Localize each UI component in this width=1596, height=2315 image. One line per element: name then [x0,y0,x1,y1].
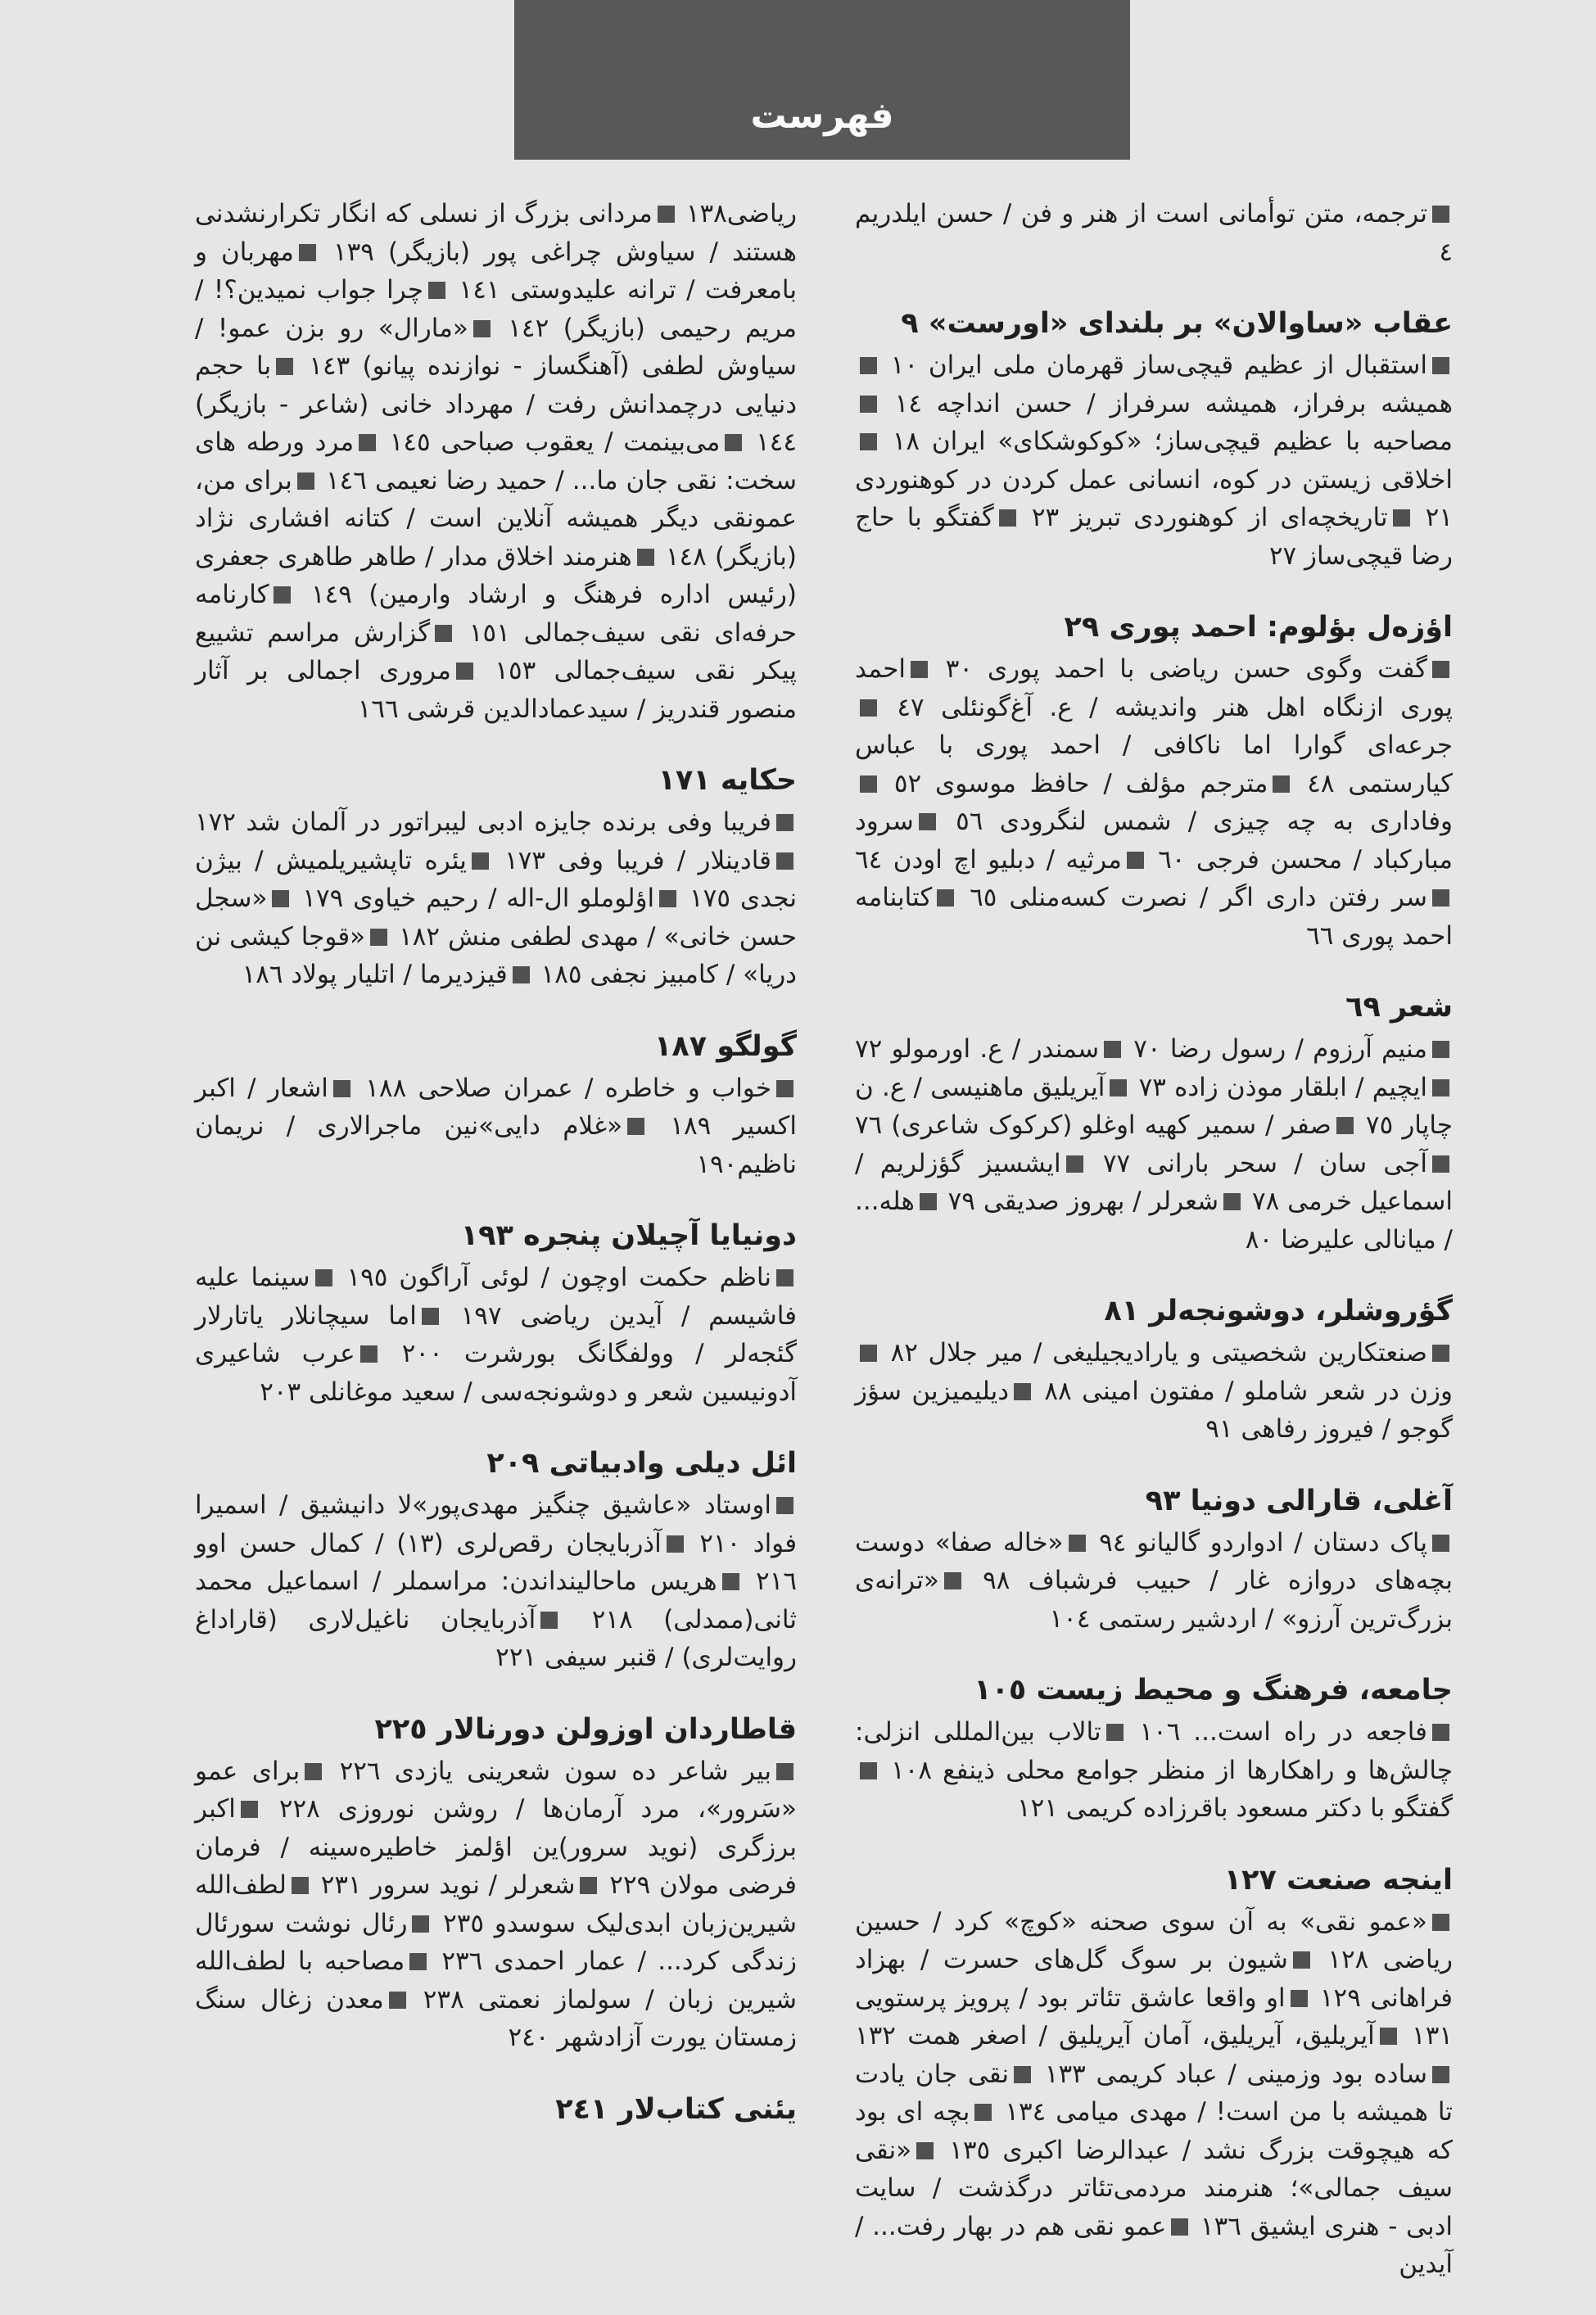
toc-entry: پاک دستان / ادواردو گالیانو ٩٤ [1099,1527,1427,1558]
bullet-square-icon [435,625,452,642]
toc-entry: او واقعا عاشق تئاتر بود / پرویز پرستویی ١٣١ [855,1983,1453,2050]
toc-entry: «مارال» رو بزن عمو! / سیاوش لطفی (آهنگساز - نوازنده پیانو) ١٤٣ [195,313,797,381]
toc-entry: قادینلار / فریبا وفی ١٧٣ [504,845,771,875]
toc-entry: سینما علیه فاشیسم / آیدین ریاضی ١٩٧ [195,1263,797,1331]
bullet-square-icon [722,1573,739,1590]
section-title: شعر ٦٩ [1345,991,1453,1024]
toc-entry: آذربایجان رقص‌لری (١٣) / کمال حسن اوو ٢١٦ [195,1528,797,1596]
section-title: قاطاردان اوزولن دورنالار ٢٢٥ [374,1712,797,1746]
toc-entry: رئال نوشت سورئال زندگی کرد... / عمار احمدی ٢٣٦ [195,1908,798,1976]
bullet-square-icon [776,1763,793,1780]
bullet-square-icon [422,1308,439,1325]
bullet-square-icon [333,1080,350,1097]
bullet-square-icon [1110,1079,1127,1096]
toc-entry: بیر شاعر ده سون شعرینی یازدی ٢٢٦ [339,1756,771,1786]
toc-entry: گفت وگوی حسن ریاضی با احمد پوری ٣٠ [945,654,1428,684]
toc-entry: مروری اجمالی بر آثار منصور قندریز / سیدعمادالدین قرشی ١٦٦ [195,656,797,724]
section-entries [195,1752,797,2057]
toc-entry: «ترانه‌ی بزرگ‌ترین آرزو» / اردشیر رستمی ١٠٤ [855,1566,1453,1634]
bullet-square-icon [1127,852,1144,869]
bullet-square-icon [974,2104,992,2121]
section-entries [855,1334,1453,1449]
bullet-square-icon [297,472,314,490]
bullet-square-icon [1066,1155,1083,1173]
header-bar [514,0,1130,160]
bullet-square-icon [1432,1535,1449,1552]
toc-entry: شعرلر / بهروز صدیقی ٧٩ [947,1187,1219,1216]
bullet-square-icon [920,1193,937,1210]
bullet-square-icon [916,2142,934,2159]
bullet-square-icon [540,1612,558,1629]
toc-entry: آیریلیق ماهنیسی / ع. ن چاپار ٧٥ [855,1072,1453,1140]
toc-entry: با حجم دنیایی درچمدانش رفت / مهرداد خانی (شاعر - بازیگر) ١٤٤ [195,351,798,457]
toc-entry: استقبال از عظیم قیچی‌ساز قهرمان ملی ایران ١٠ [890,350,1427,380]
bullet-square-icon [860,357,877,374]
toc-section [195,1708,797,2057]
section-title: اؤزه‌ل بؤلوم: احمد پوری ٢٩ [1064,611,1453,644]
bullet-square-icon [305,1763,322,1780]
bullet-square-icon [1432,2066,1449,2083]
toc-entry: مردانی بزرگ از نسلی که انگار تکرارنشدنی هستند / سیاوش چراغی پور (بازیگر) ١٣٩ [195,199,797,267]
bullet-square-icon [1014,2066,1031,2083]
toc-entry: «سجل حسن خانی» / مهدی لطفی منش ١٨٢ [195,884,797,952]
bullet-square-icon [919,813,936,830]
toc-section [855,302,1453,575]
toc-entry: اخلاقی زیستن در کوه، انسانی عمل کردن در کوهنوردی ٢١ [855,464,1453,532]
bullet-square-icon [1432,1724,1449,1741]
toc-column-right [855,195,1453,2315]
toc-section [855,1859,1453,2284]
toc-entry: کارنامه حرفه‌ای نقی سیف‌جمالی ١٥١ [195,580,798,648]
bullet-square-icon [513,966,530,983]
toc-entry: اوستاد «عاشیق چنگیز مهدی‌پور»لا دانیشیق / اسمیرا فواد ٢١٠ [195,1490,798,1558]
toc-entry: اؤلوملو ال-اله / رحیم خیاوی ١٧٩ [302,884,655,913]
toc-entry: ساده بود وزمینی / عباد کریمی ١٣٣ [1044,2059,1427,2089]
section-entries [195,1259,797,1411]
section-entries [855,1903,1453,2284]
toc-entry: برای عمو «سَرور»، مرد آرمان‌ها / روشن نوروزی ٢٢٨ [195,1756,797,1824]
section-entries [855,346,1453,575]
toc-entry: مصاحبه با لطف‌الله شیرین زبان / سولماز نعمتی ٢٣٨ [195,1946,797,2014]
bullet-square-icon [1432,357,1449,374]
toc-section [195,2088,797,2131]
toc-section [195,1214,797,1411]
bullet-square-icon [776,852,793,870]
bullet-square-icon [860,699,877,717]
bullet-square-icon [1432,1914,1449,1931]
toc-section [195,195,797,728]
toc-entry: ایچیم / ابلقار موذن زاده ٧٣ [1138,1072,1427,1102]
toc-section [855,1669,1453,1828]
section-title: اینجه صنعت ١٢٧ [1223,1863,1453,1897]
bullet-square-icon [776,1269,793,1286]
toc-entry: هله... / میانالی علیرضا ٨٠ [855,1187,1453,1255]
toc-entry: مرد ورطه های سخت: نقی جان ما... / حمید رضا نعیمی ١٤٦ [195,427,797,495]
bullet-square-icon [860,1762,877,1779]
toc-entry: سر رفتن داری اگر / نصرت کسه‌منلی ٦٥ [970,883,1428,912]
bullet-square-icon [1393,509,1410,527]
bullet-square-icon [776,1497,793,1514]
toc-entry: ایشسیز گؤزلریم / اسماعیل خرمی ٧٨ [855,1148,1453,1216]
toc-entry: «غلام دایی»نین ماجرالاری / نریمان ناظیم١٩٠ [195,1111,797,1179]
toc-section [195,1025,797,1184]
bullet-square-icon [1014,1383,1031,1400]
toc-entry: لطف‌الله شیرین‌زبان ابدی‌لیک سوسدو ٢٣٥ [195,1870,798,1938]
page-title: فهرست [750,95,894,137]
bullet-square-icon [1432,1345,1449,1362]
toc-entry: سرود مبارکباد / محسن فرجی ٦٠ [855,807,1454,875]
section-title: ائل دیلی وادبیاتی ٢٠٩ [486,1447,797,1480]
toc-entry: ناظم حکمت اوچون / لوئی آراگون ١٩٥ [346,1263,772,1292]
bullet-square-icon [472,852,489,870]
toc-entry: آیریلیق، آیریلیق، آمان آیریلیق / اصغر همت ١٣٢ [855,2021,1375,2050]
bullet-square-icon [1432,1079,1449,1096]
bullet-square-icon [627,1118,644,1135]
bullet-square-icon [911,661,928,678]
toc-entry: چرا جواب نمیدین؟! / مریم رحیمی (بازیگر) ١٤٢ [195,275,797,343]
toc-entry: بچه ای بود که هیچوقت بزرگ نشد / عبدالرضا اکبری ١٣٥ [855,2097,1453,2165]
section-entries [855,1713,1453,1828]
section-entries [855,650,1453,955]
bullet-square-icon [1432,889,1449,907]
toc-entry: آجی سان / سحر بارانی ٧٧ [1102,1148,1427,1178]
section-entries [195,1069,797,1184]
bullet-square-icon [241,1801,258,1818]
bullet-square-icon [944,1572,961,1589]
toc-entry: شعرلر / نوید سرور ٢٣١ [320,1870,576,1900]
toc-entry: عرب شاعیری آدونیسین شعر و دوشونجه‌سی / سعید موغانلی ٢٠٣ [195,1339,797,1407]
toc-section [855,195,1453,271]
toc-entry: عمو نقی هم در بهار رفت... / آیدین [855,2211,1453,2279]
bullet-square-icon [315,1269,332,1286]
bullet-square-icon [292,1877,309,1894]
bullet-square-icon [860,1345,877,1362]
bullet-square-icon [359,434,376,451]
bullet-square-icon [1432,206,1449,223]
toc-column-left [195,195,797,2162]
bullet-square-icon [1293,1951,1310,1969]
toc-entry: قیزدیرما / اتلیار پولاد ١٨٦ [242,960,508,989]
toc-entry: مترجم مؤلف / حافظ موسوی ٥٢ [893,768,1268,798]
toc-entry: ترجمه، متن توأمانی است از هنر و فن / حسن ایلدریم ٤ [855,199,1453,267]
bullet-square-icon [1380,2028,1397,2045]
toc-section [855,606,1453,955]
toc-section [855,1290,1453,1449]
toc-entry: تاریخچه‌ای از کوهنوردی تبریز ٢٣ [1031,503,1388,532]
toc-section [855,1480,1453,1639]
toc-section [855,986,1453,1259]
bullet-square-icon [1291,1990,1308,2007]
bullet-square-icon [1273,775,1290,793]
toc-entry: تالاب بین‌المللی انزلی: چالش‌ها و راهکارها از منظر جوامع محلی ذینفع ١٠٨ [855,1717,1453,1785]
toc-entry: اما سیچانلار یاتارلار گئجه‌لر / وولفگانگ بورشرت ٢٠٠ [195,1300,797,1368]
toc-entry: همیشه برفراز، همیشه سرفراز / حسن انداچه ١٤ [894,388,1454,418]
section-entries [855,1524,1453,1639]
bullet-square-icon [776,814,793,831]
bullet-square-icon [299,244,316,261]
section-title: گولگو ١٨٧ [653,1029,797,1063]
bullet-square-icon [860,433,877,450]
toc-entry: اشعار / اکبر اکسیر ١٨٩ [195,1073,797,1141]
toc-entry: اکبر برزگری (نوید سرور)ین اؤلمز خاطیره‌سینه / فرمان فرضی مولان ٢٢٩ [195,1794,798,1900]
bullet-square-icon [428,282,445,299]
toc-entry: فریبا وفی برنده جایزه ادبی لیبراتور در آلمان شد ١٧٢ [195,807,771,837]
toc-entry: می‌بینمت / یعقوب صباحی ١٤٥ [389,427,721,457]
section-title: آغلی، قارالی دونیا ٩٣ [1145,1484,1453,1517]
toc-section [195,1442,797,1677]
bullet-square-icon [667,1535,684,1553]
bullet-square-icon [637,549,654,566]
bullet-square-icon [1432,1155,1449,1173]
bullet-square-icon [272,890,289,907]
section-entries [195,803,797,994]
toc-entry: شیون بر سوگ گل‌های حسرت / بهزاد فراهانی ١٢٩ [855,1945,1453,2013]
toc-entry: «نقی سیف جمالی»؛ هنرمند مردمی‌تئاتر درگذشت / سایت ادبی - هنری ایشیق ١٣٦ [855,2135,1453,2241]
section-title: دونیایا آچیلان پنجره ١٩٣ [460,1219,797,1252]
toc-entry: هریس ماحالینداندن: مراسملر / اسماعیل محمد ثانی(ممدلی) ٢١٨ [195,1567,798,1635]
toc-entry: احمد پوری ازنگاه اهل هنر واندیشه / ع. آغ‌گونئلی ٤٧ [855,654,1454,722]
bullet-square-icon [1171,2218,1188,2236]
bullet-square-icon [412,1915,429,1933]
toc-entry: وفاداری به چه چیزی / شمس لنگرودی ٥٦ [956,807,1453,836]
section-entries [855,195,1453,271]
bullet-square-icon [389,1992,406,2009]
section-title: گؤروشلر، دوشونجه‌لر ٨١ [1104,1295,1453,1327]
toc-section [195,759,797,994]
toc-entry: «قوجا کیشی نن دریا» / کامبیز نجفی ١٨٥ [195,921,797,989]
section-title: عقاب «ساوالان» بر بلندای «اورست» ٩ [901,307,1453,340]
toc-entry: منیم آرزوم / رسول رضا ٧٠ [1133,1034,1427,1064]
section-title: یئنی کتاب‌لار ٢٤١ [555,2092,797,2126]
bullet-square-icon [937,889,954,907]
bullet-square-icon [658,206,675,223]
bullet-square-icon [274,586,291,604]
toc-entry: «عمو نقی» به آن سوی صحنه «کوچ» کرد / حسین ریاضی ١٢٨ [855,1906,1453,1974]
bullet-square-icon [580,1877,597,1894]
toc-entry: وزن در شعر شاملو / مفتون امینی ٨٨ [1044,1376,1453,1406]
toc-entry: گفتگو با دکتر مسعود باقرزاده کریمی ١٢١ [1016,1793,1453,1823]
toc-entry: ریاضی١٣٨ [685,199,797,228]
bullet-square-icon [1223,1193,1241,1210]
toc-entry: خواب و خاطره / عمران صلاحی ١٨٨ [365,1073,771,1103]
toc-entry: فاجعه در راه است... ١٠٦ [1139,1717,1427,1747]
toc-entry: مصاحبه با عظیم قیچی‌ساز؛ «کوکوشکای» ایران ١٨ [892,427,1453,456]
bullet-square-icon [276,358,293,375]
bullet-square-icon [473,320,491,337]
toc-entry: گفتگو با حاج رضا قیچی‌ساز ٢٧ [855,503,1453,571]
toc-entry: دیلیمیزین سؤز گوجو / فیروز رفاهی ٩١ [855,1376,1453,1444]
bullet-square-icon [360,1345,378,1363]
toc-entry: مهربان و بامعرفت / ترانه علیدوستی ١٤١ [195,237,797,305]
toc-entry: هنرمند اخلاق مدار / طاهر طاهری جعفری (رئیس اداره فرهنگ و ارشاد وارمین) ١٤٩ [195,541,797,609]
bullet-square-icon [860,775,877,793]
toc-entry: مرثیه / دبلیو اچ اودن ٦٤ [855,844,1122,875]
bullet-square-icon [860,396,877,413]
bullet-square-icon [999,509,1016,527]
bullet-square-icon [1104,1041,1121,1058]
section-title: حکایه ١٧١ [658,764,797,797]
bullet-square-icon [1336,1117,1354,1134]
section-entries [195,195,797,728]
bullet-square-icon [1432,1041,1449,1058]
section-entries [855,1030,1453,1259]
bullet-square-icon [409,1953,427,1970]
toc-entry: کتابنامه احمد پوری ٦٦ [855,883,1453,951]
section-entries [195,1486,797,1677]
toc-entry: سمندر / ع. اورمولو ٧٢ [855,1034,1100,1064]
toc-entry: یئره تاپشیریلمیش / بیژن نجدی ١٧٥ [195,845,798,913]
bullet-square-icon [659,890,676,907]
toc-entry: «خاله صفا» دوست بچه‌های دروازه غار / حبیب فرشباف ٩٨ [855,1527,1453,1595]
toc-entry: صفر / سمیر کهیه اوغلو (کرکوک شاعری) ٧٦ [855,1110,1332,1140]
bullet-square-icon [1069,1535,1086,1552]
bullet-square-icon [776,1080,793,1097]
toc-entry: نقی جان یادت تا همیشه با من است! / مهدی میامی ١٣٤ [855,2059,1453,2127]
toc-entry: گزارش مراسم تشییع پیکر نقی سیف‌جمالی ١٥٣ [195,617,797,685]
toc-entry: معدن زغال سنگ زمستان یورت آزادشهر ٢٤٠ [195,1984,797,2052]
bullet-square-icon [1432,661,1449,678]
toc-entry: جرعه‌ای گوارا اما ناکافی / احمد پوری با عباس کیارستمی ٤٨ [855,730,1453,798]
bullet-square-icon [1106,1724,1124,1741]
bullet-square-icon [456,662,473,680]
toc-entry: صنعتکارین شخصیتی و یارادیجیلیغی / میر جلال ٨٢ [890,1338,1427,1368]
toc-entry: برای من، عمونقی دیگر همیشه آنلاین است / کتانه افشاری نژاد (بازیگر) ١٤٨ [195,465,797,572]
bullet-square-icon [725,434,742,451]
section-title: جامعه، فرهنگ و محیط زیست ١٠٥ [974,1674,1453,1707]
toc-entry: آذربایجان ناغیل‌لاری (قاراداغ روایت‌لری) / قنبر سیفی ٢٢١ [195,1604,797,1672]
bullet-square-icon [370,929,387,946]
